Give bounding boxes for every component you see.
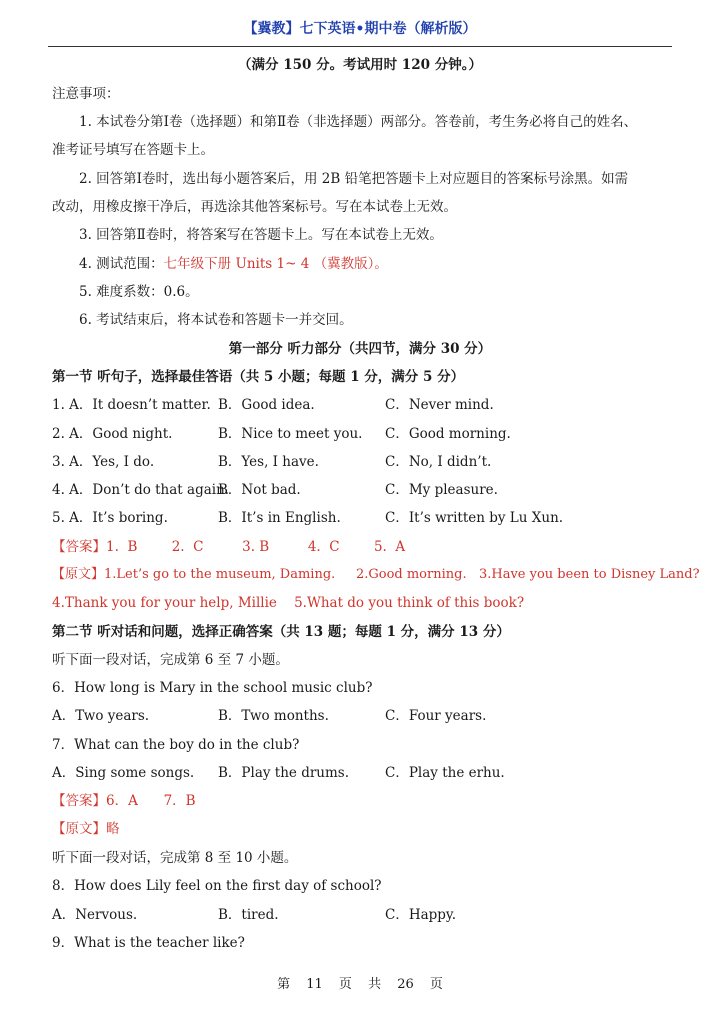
question-row-3	[52, 452, 672, 472]
footer-word-gong: 共	[368, 977, 382, 992]
total-page-count: 26	[397, 977, 414, 992]
q1-option-a: 1. A．It doesn’t matter.	[52, 397, 211, 413]
q6-option-b: B．Two months.	[218, 708, 329, 724]
q5-option-a: 5. A．It’s boring.	[52, 510, 168, 526]
question-row-5	[52, 508, 672, 528]
section1-script-cont: 4.Thank you for your help, Millie 5.What do you think of this book?	[52, 595, 525, 611]
q8-option-a: A．Nervous.	[52, 907, 138, 923]
notes-item-1: 1. 本试卷分第Ⅰ卷（选择题）和第Ⅱ卷（非选择题）两部分。答卷前，考生务必将自己的姓名、	[79, 114, 638, 130]
question-6: 6．How long is Mary in the school music club?	[52, 680, 373, 696]
section1-title: 第一节 听句子，选择最佳答语（共 5 小题；每题 1 分，满分 5 分）	[52, 369, 465, 385]
q2-option-c: C．Good morning.	[385, 426, 511, 442]
q4-option-b: B．Not bad.	[218, 482, 301, 498]
question-8: 8．How does Lily feel on the first day of school?	[52, 878, 382, 894]
section2-intro-2: 听下面一段对话，完成第 8 至 10 小题。	[52, 850, 298, 866]
q6-option-a: A．Two years.	[52, 708, 150, 724]
question-8-options	[52, 905, 672, 925]
q2-option-b: B．Nice to meet you.	[218, 426, 363, 442]
section2-title: 第二节 听对话和问题，选择正确答案（共 13 题；每题 1 分，满分 13 分）	[52, 624, 510, 640]
q6-option-c: C．Four years.	[385, 708, 487, 724]
q7-option-c: C．Play the erhu.	[385, 765, 505, 781]
question-row-4	[52, 480, 672, 500]
question-6-options	[52, 706, 672, 726]
q5-option-b: B．It’s in English.	[218, 510, 341, 526]
section2-answer: 【答案】6．A 7．B	[52, 793, 196, 809]
footer-word-ye: 页	[338, 977, 352, 992]
section2-script: 【原文】略	[52, 821, 120, 837]
section1-answer: 【答案】1. B 2. C 3. B 4. C 5. A	[52, 539, 406, 555]
footer-word-di: 第	[277, 977, 291, 992]
q7-option-b: B．Play the drums.	[218, 765, 349, 781]
q2-option-a: 2. A．Good night.	[52, 426, 173, 442]
notes-heading: 注意事项：	[52, 86, 120, 102]
part1-title: 第一部分 听力部分（共四节，满分 30 分）	[228, 341, 492, 357]
q8-option-c: C．Happy.	[385, 907, 457, 923]
footer-word-ye-end: 页	[429, 977, 443, 992]
question-7: 7．What can the boy do in the club?	[52, 737, 300, 753]
q5-option-c: C．It’s written by Lu Xun.	[385, 510, 564, 526]
section2-intro-1: 听下面一段对话，完成第 6 至 7 小题。	[52, 652, 289, 668]
q4-option-a: 4. A．Don’t do that again.	[52, 482, 230, 498]
test-range: 七年级下册 Units 1~ 4 （冀教版）。	[163, 256, 388, 272]
q1-option-c: C．Never mind.	[385, 397, 494, 413]
notes-item-5: 5. 难度系数：0.6。	[79, 284, 199, 300]
document-header-title: 【冀教】七下英语•期中卷（解析版）	[243, 21, 477, 37]
notes-item-4-label: 4. 测试范围：	[79, 256, 164, 272]
q1-option-b: B．Good idea.	[218, 397, 315, 413]
question-row-2	[52, 424, 672, 444]
score-info: （满分 150 分。考试用时 120 分钟。）	[238, 57, 482, 73]
page-footer	[0, 973, 720, 992]
notes-item-4	[79, 254, 699, 274]
question-row-1	[52, 395, 672, 415]
notes-item-2: 2. 回答第Ⅰ卷时，选出每小题答案后，用 2B 铅笔把答题卡上对应题目的答案标号涂黑。如需	[79, 171, 629, 187]
header-divider	[48, 46, 672, 47]
q3-option-a: 3. A．Yes, I do.	[52, 454, 155, 470]
q3-option-c: C．No, I didn’t.	[385, 454, 492, 470]
notes-item-1-cont: 准考证号填写在答题卡上。	[52, 142, 214, 158]
current-page-number: 11	[306, 977, 323, 992]
q4-option-c: C．My pleasure.	[385, 482, 498, 498]
notes-item-3: 3. 回答第Ⅱ卷时，将答案写在答题卡上。写在本试卷上无效。	[79, 227, 443, 243]
q3-option-b: B．Yes, I have.	[218, 454, 319, 470]
q7-option-a: A．Sing some songs.	[52, 765, 195, 781]
section1-script: 【原文】1.Let’s go to the museum, Daming. 2.Good morning. 3.Have you been to Disney Land?	[52, 567, 700, 582]
question-9: 9．What is the teacher like?	[52, 935, 245, 951]
notes-item-6: 6. 考试结束后，将本试卷和答题卡一并交回。	[79, 312, 353, 328]
notes-item-2-cont: 改动，用橡皮擦干净后，再选涂其他答案标号。写在本试卷上无效。	[52, 199, 457, 215]
question-7-options	[52, 763, 672, 783]
q8-option-b: B．tired.	[218, 907, 279, 923]
